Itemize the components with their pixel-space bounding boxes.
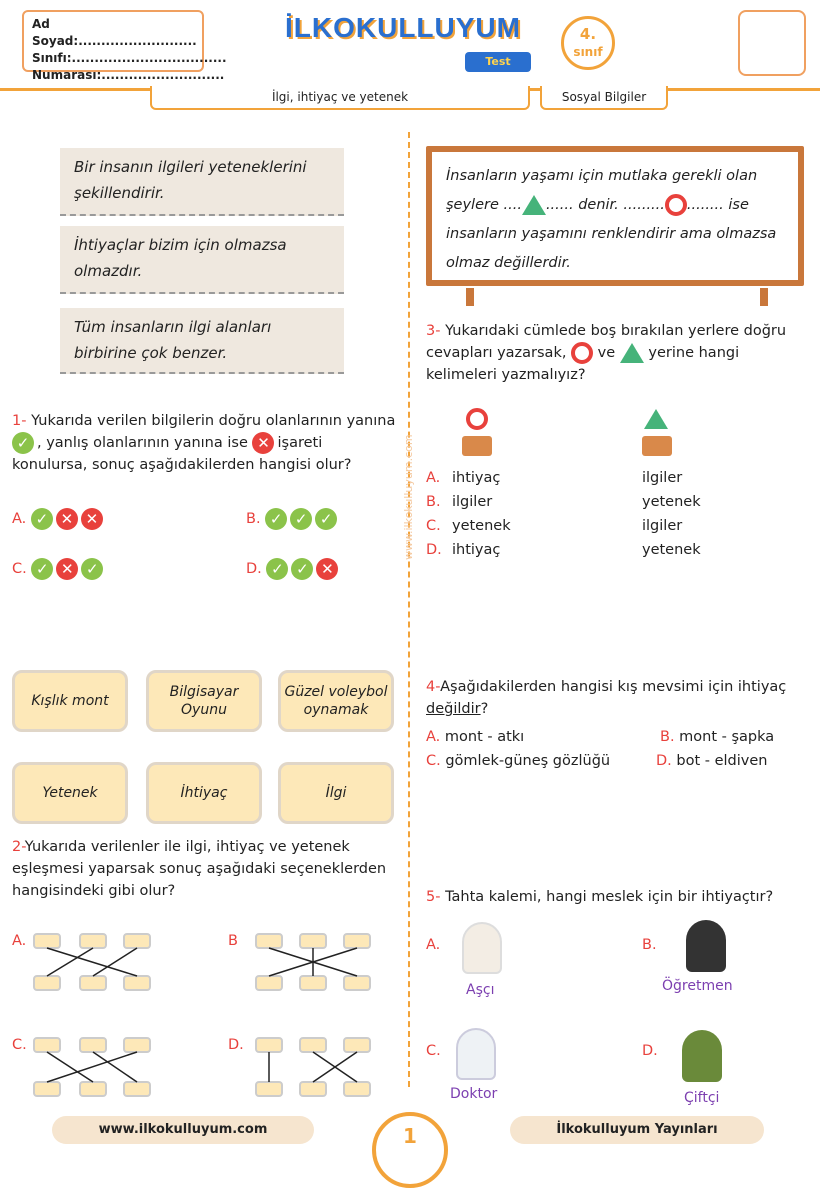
cross-icon: ✕	[56, 558, 78, 580]
check-icon: ✓	[31, 508, 53, 530]
subject-label: Sosyal Bilgiler	[540, 86, 668, 110]
q4-underline: değildir	[426, 701, 481, 717]
option-letter: D.	[246, 561, 262, 577]
card-kislik-mont: Kışlık mont	[12, 670, 128, 732]
cross-icon: ✕	[252, 432, 274, 454]
question-1	[12, 410, 396, 476]
q4-number: 4-	[426, 679, 441, 695]
q1-option-c[interactable]	[12, 558, 106, 580]
option-d-first: ihtiyaç	[452, 542, 501, 558]
q1-text-a: Yukarıda verilen bilgilerin doğru olanlarının yanına	[31, 413, 396, 429]
q2-label-c[interactable]	[12, 1034, 27, 1056]
q3-option-a[interactable]	[426, 466, 726, 490]
option-letter: C.	[426, 1043, 441, 1059]
cross-icon: ✕	[81, 508, 103, 530]
q4-option-a[interactable]	[426, 726, 524, 748]
board-line-4: olmaz değillerdir.	[446, 255, 571, 271]
q4-option-c[interactable]	[426, 750, 610, 772]
q2-number: 2-	[12, 839, 25, 855]
option-letter: B.	[660, 729, 675, 745]
triangle-icon	[620, 343, 644, 363]
option-letter: A.	[426, 470, 441, 486]
option-text: mont - şapka	[679, 729, 775, 745]
option-letter: A.	[12, 933, 27, 949]
card-yetenek: Yetenek	[12, 762, 128, 824]
option-letter: D.	[426, 542, 442, 558]
q3-text-ve: ve	[597, 345, 616, 361]
cross-icon: ✕	[56, 508, 78, 530]
q5-option-c[interactable]	[426, 1040, 441, 1062]
q1-text-c: işareti konulursa, sonuç aşağıdakilerden hangisi olur?	[12, 435, 352, 473]
arrow-down-icon	[642, 436, 672, 456]
statement-2: İhtiyaçlar bizim için olmazsa olmazdır.	[60, 226, 344, 294]
q1-text-b: , yanlış olanlarının yanına ise	[37, 435, 248, 451]
q2-label-a[interactable]	[12, 930, 26, 952]
option-letter: B.	[426, 494, 441, 510]
matching-diagrams	[30, 930, 400, 1100]
card-voleybol: Güzel voleybol oynamak	[278, 670, 394, 732]
option-d-second: yetenek	[642, 542, 701, 558]
card-ihtiyac: İhtiyaç	[146, 762, 262, 824]
q5-option-d[interactable]	[642, 1040, 658, 1062]
grade-number: 4.	[579, 25, 597, 43]
check-icon: ✓	[291, 558, 313, 580]
triangle-icon	[522, 195, 546, 215]
option-letter: A.	[426, 937, 441, 953]
question-3	[426, 320, 806, 386]
check-icon: ✓	[265, 508, 287, 530]
arrow-down-icon	[462, 436, 492, 456]
q2-text: Yukarıda verilenler ile ilgi, ihtiyaç ve yetenek eşleşmesi yaparsak sonuç aşağıdaki seçeneklerden hangisindeki gibi olur?	[12, 839, 387, 899]
q3-option-d[interactable]	[426, 538, 726, 562]
number-line: Numarası:...........................	[32, 68, 225, 82]
class-line: Sınıfı:..................................	[32, 51, 227, 65]
circle-icon	[466, 408, 488, 430]
board-text: ........ ise	[686, 197, 749, 213]
doctor-icon	[456, 1028, 496, 1080]
circle-icon	[571, 342, 593, 364]
option-letter: C.	[12, 1037, 27, 1053]
board-text: ...... denir. .........	[545, 197, 665, 213]
column-divider	[408, 132, 410, 1087]
option-text: Aşçı	[466, 982, 495, 998]
page-number: 1	[372, 1112, 448, 1188]
option-letter: C.	[426, 753, 441, 769]
option-letter: D.	[642, 1043, 658, 1059]
statement-1: Bir insanın ilgileri yeteneklerini şekillendirir.	[60, 148, 344, 216]
option-b-second: yetenek	[642, 494, 701, 510]
option-b-first: ilgiler	[452, 494, 493, 510]
topic-label: İlgi, ihtiyaç ve yetenek	[150, 86, 530, 110]
q1-option-b[interactable]	[246, 508, 340, 530]
option-text: Doktor	[450, 1086, 498, 1102]
card-bilgisayar-oyunu: Bilgisayar Oyunu	[146, 670, 262, 732]
option-letter: A.	[12, 511, 27, 527]
board-line-1: İnsanların yaşamı için mutlaka gerekli olan	[446, 168, 758, 184]
option-c-first: yetenek	[452, 518, 511, 534]
grade-badge	[561, 16, 615, 70]
option-text: gömlek-güneş gözlüğü	[445, 753, 611, 769]
board-text: şeylere ....	[446, 197, 522, 213]
watermark: www.ilkokulluyum.com	[402, 434, 415, 560]
chalkboard	[426, 146, 804, 286]
q5-option-a[interactable]	[426, 934, 440, 956]
cross-icon: ✕	[316, 558, 338, 580]
q4-text: Aşağıdakilerden hangisi kış mevsimi için ihtiyaç	[440, 679, 787, 695]
card-ilgi: İlgi	[278, 762, 394, 824]
board-line-2	[446, 191, 784, 220]
check-icon: ✓	[290, 508, 312, 530]
q3-option-b[interactable]	[426, 490, 726, 514]
check-icon: ✓	[266, 558, 288, 580]
option-a-first: ihtiyaç	[452, 470, 501, 486]
circle-icon	[665, 194, 687, 216]
option-c-second: ilgiler	[642, 518, 683, 534]
option-text: Çiftçi	[684, 1090, 720, 1106]
option-text: Öğretmen	[662, 978, 733, 994]
option-letter: A.	[426, 729, 441, 745]
check-icon: ✓	[315, 508, 337, 530]
q4-mark: ?	[480, 701, 489, 717]
option-letter: B	[228, 933, 238, 949]
q4-option-b[interactable]	[660, 726, 774, 748]
option-letter: C.	[12, 561, 27, 577]
option-letter: B.	[246, 511, 261, 527]
farmer-icon	[682, 1030, 722, 1082]
test-badge: Test	[465, 52, 531, 72]
footer-publisher: İlkokulluyum Yayınları	[510, 1116, 764, 1144]
student-info-box	[22, 10, 227, 82]
q5-text: Tahta kalemi, hangi meslek için bir ihtiyaçtır?	[445, 889, 774, 905]
q1-option-d[interactable]	[246, 558, 341, 580]
option-letter: D.	[656, 753, 672, 769]
q5-number: 5-	[426, 889, 441, 905]
q3-option-c[interactable]	[426, 514, 726, 538]
q5-option-b[interactable]	[642, 934, 657, 956]
q3-options	[426, 466, 726, 562]
check-icon: ✓	[12, 432, 34, 454]
check-icon: ✓	[31, 558, 53, 580]
statement-3: Tüm insanların ilgi alanları birbirine çok benzer.	[60, 308, 344, 374]
option-text: mont - atkı	[444, 729, 525, 745]
board-leg	[760, 288, 768, 306]
board-leg	[466, 288, 474, 306]
q3-text-yerine: yerine hangi kelimeleri yazmalıyız?	[426, 345, 740, 383]
grade-label: sınıf	[573, 45, 603, 59]
score-box	[738, 10, 806, 76]
chef-icon	[462, 922, 502, 974]
teacher-icon	[686, 920, 726, 972]
question-2	[12, 836, 400, 902]
q4-option-d[interactable]	[656, 750, 767, 772]
q3-text: Yukarıdaki cümlede boş bırakılan yerlere doğru cevapları yazarsak,	[426, 323, 787, 361]
question-4	[426, 676, 810, 720]
triangle-icon	[644, 408, 668, 429]
name-line: Ad Soyad:..........................	[32, 17, 197, 48]
option-letter: C.	[426, 518, 441, 534]
q3-number: 3-	[426, 323, 441, 339]
q1-number: 1-	[12, 413, 27, 429]
option-letter: D.	[228, 1037, 244, 1053]
option-a-second: ilgiler	[642, 470, 683, 486]
check-icon: ✓	[81, 558, 103, 580]
footer-website: www.ilkokulluyum.com	[52, 1116, 314, 1144]
q1-option-a[interactable]	[12, 508, 106, 530]
option-text: bot - eldiven	[676, 753, 768, 769]
board-line-3: insanların yaşamını renklendirir ama olmazsa	[446, 226, 777, 242]
question-5	[426, 886, 810, 908]
option-letter: B.	[642, 937, 657, 953]
logo: İLKOKULLUYUM	[285, 12, 521, 43]
